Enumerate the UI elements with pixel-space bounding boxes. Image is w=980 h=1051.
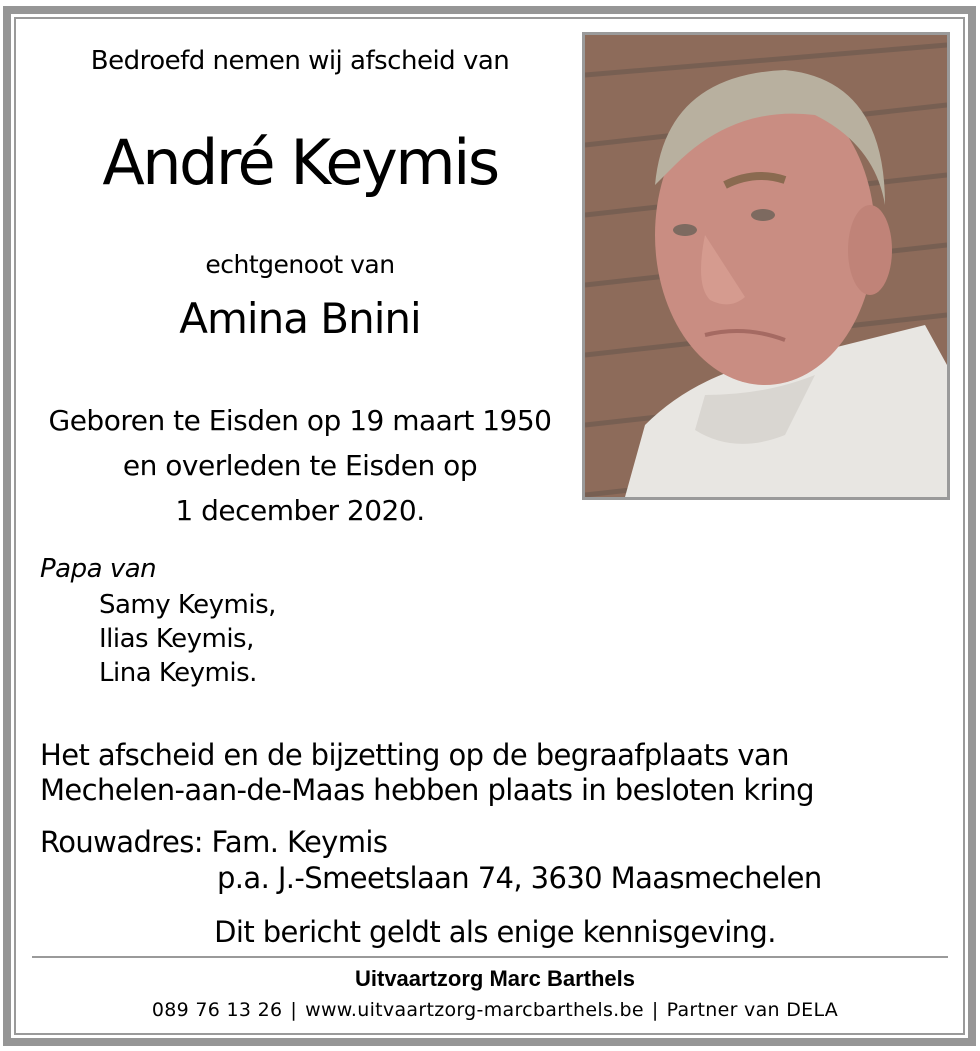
footer-divider [32, 956, 948, 958]
separator: | [651, 999, 659, 1021]
child-name: Lina Keymis. [99, 658, 257, 688]
funeral-home-name: Uitvaartzorg Marc Barthels [355, 966, 635, 991]
address-label: Rouwadres: Fam. Keymis [40, 825, 388, 859]
child-name: Ilias Keymis, [99, 624, 254, 654]
address-line: p.a. J.-Smeetslaan 74, 3630 Maasmechelen [217, 861, 822, 895]
birth-line: Geboren te Eisden op 19 maart 1950 [48, 404, 552, 437]
spouse-name: Amina Bnini [179, 294, 421, 343]
ceremony-line: Mechelen-aan-de-Maas hebben plaats in besloten kring [40, 773, 814, 807]
life-dates [40, 398, 560, 533]
portrait-image [585, 35, 947, 497]
deceased-name: André Keymis [102, 126, 498, 199]
portrait-photo [582, 32, 950, 500]
spouse-label: echtgenoot van [205, 250, 395, 279]
funeral-home-contact [40, 1001, 950, 1020]
ceremony-line: Het afscheid en de bijzetting op de begraafplaats van [40, 738, 789, 772]
ceremony-text [40, 738, 814, 808]
funeral-home-website-link[interactable]: www.uitvaartzorg-marcbarthels.be [305, 999, 644, 1021]
death-line: en overleden te Eisden op [122, 449, 478, 482]
closing-notice: Dit bericht geldt als enige kennisgeving. [214, 915, 776, 949]
partner-text: Partner van DELA [666, 999, 839, 1021]
funeral-home-phone[interactable]: 089 76 13 26 [151, 999, 283, 1021]
children-label: Papa van [40, 554, 157, 584]
death-date-line: 1 december 2020. [175, 494, 425, 527]
child-name: Samy Keymis, [99, 590, 276, 620]
separator: | [290, 999, 298, 1021]
intro-text: Bedroefd nemen wij afscheid van [90, 46, 510, 76]
